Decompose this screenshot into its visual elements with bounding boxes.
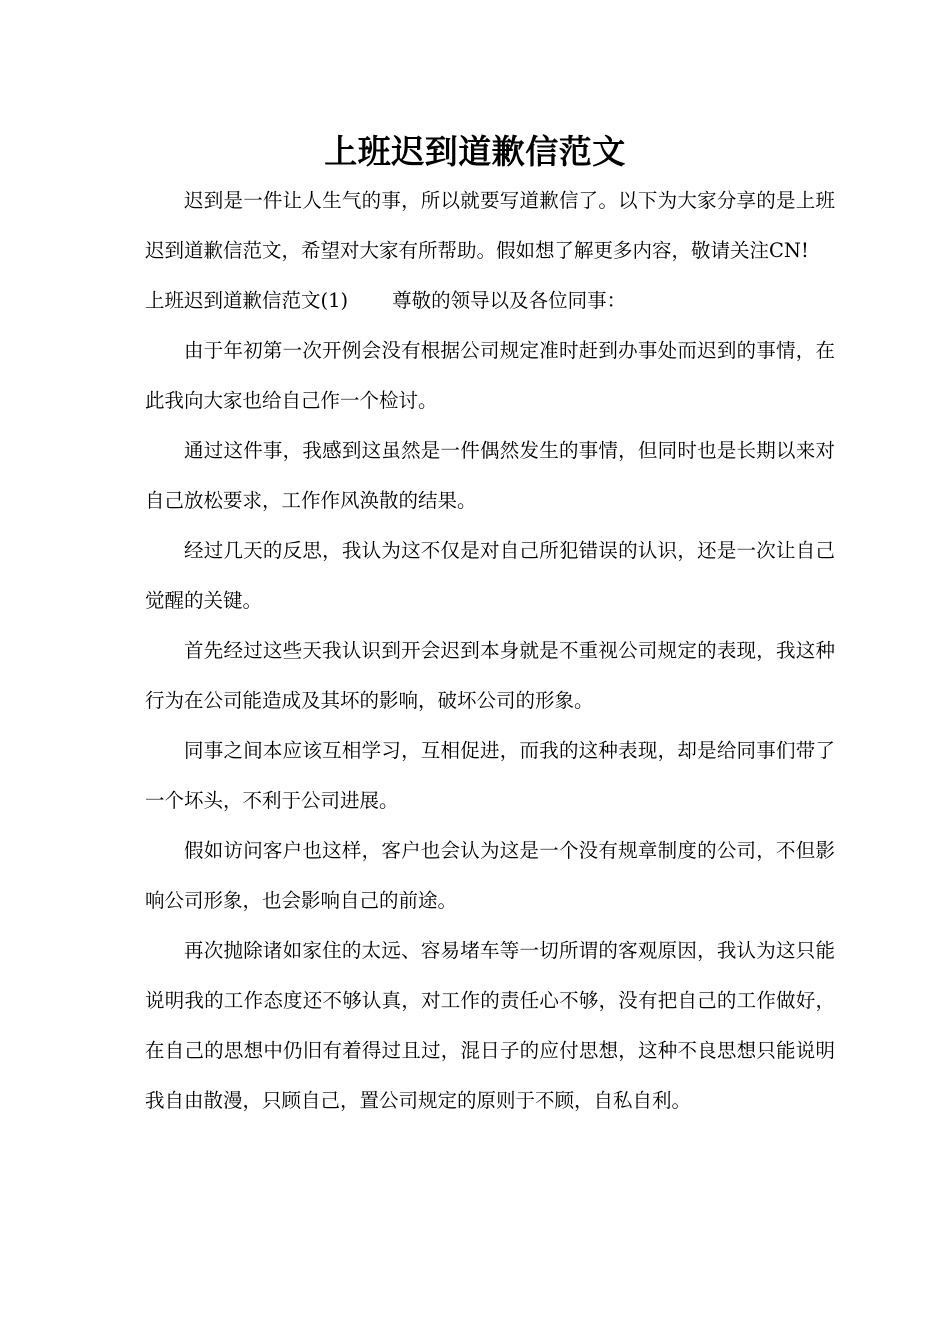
body-paragraph: 经过几天的反思，我认为这不仅是对自己所犯错误的认识，还是一次让自己觉醒的关键。 — [145, 539, 835, 612]
section-heading-line — [145, 276, 835, 326]
intro-paragraph: 迟到是一件让人生气的事，所以就要写道歉信了。以下为大家分享的是上班迟到道歉信范文，希望对大家有所帮助。假如想了解更多内容，敬请关注CN! — [145, 189, 835, 262]
body-paragraph: 通过这件事，我感到这虽然是一件偶然发生的事情，但同时也是长期以来对自己放松要求，工作作风涣散的结果。 — [145, 439, 835, 512]
salutation: 尊敬的领导以及各位同事： — [392, 289, 627, 312]
body-paragraph: 同事之间本应该互相学习，互相促进，而我的这种表现，却是给同事们带了一个坏头，不利于公司进展。 — [145, 739, 835, 812]
document-body — [145, 176, 835, 1126]
body-paragraph: 再次抛除诸如家住的太远、容易堵车等一切所谓的客观原因，我认为这只能说明我的工作态度还不够认真，对工作的责任心不够，没有把自己的工作做好，在自己的思想中仍旧有着得过且过，混日子的应付思想，这种不良思想只能说明我自由散漫，只顾自己，置公司规定的原则于不顾，自私自利。 — [145, 939, 835, 1112]
body-paragraph: 假如访问客户也这样，客户也会认为这是一个没有规章制度的公司，不但影响公司形象，也会影响自己的前途。 — [145, 839, 835, 912]
body-paragraph: 首先经过这些天我认识到开会迟到本身就是不重视公司规定的表现，我这种行为在公司能造成及其坏的影响，破坏公司的形象。 — [145, 639, 835, 712]
body-paragraph: 由于年初第一次开例会没有根据公司规定准时赶到办事处而迟到的事情，在此我向大家也给自己作一个检讨。 — [145, 339, 835, 412]
document-title: 上班迟到道歉信范文 — [324, 132, 626, 171]
section-heading: 上班迟到道歉信范文(1) — [145, 289, 349, 312]
